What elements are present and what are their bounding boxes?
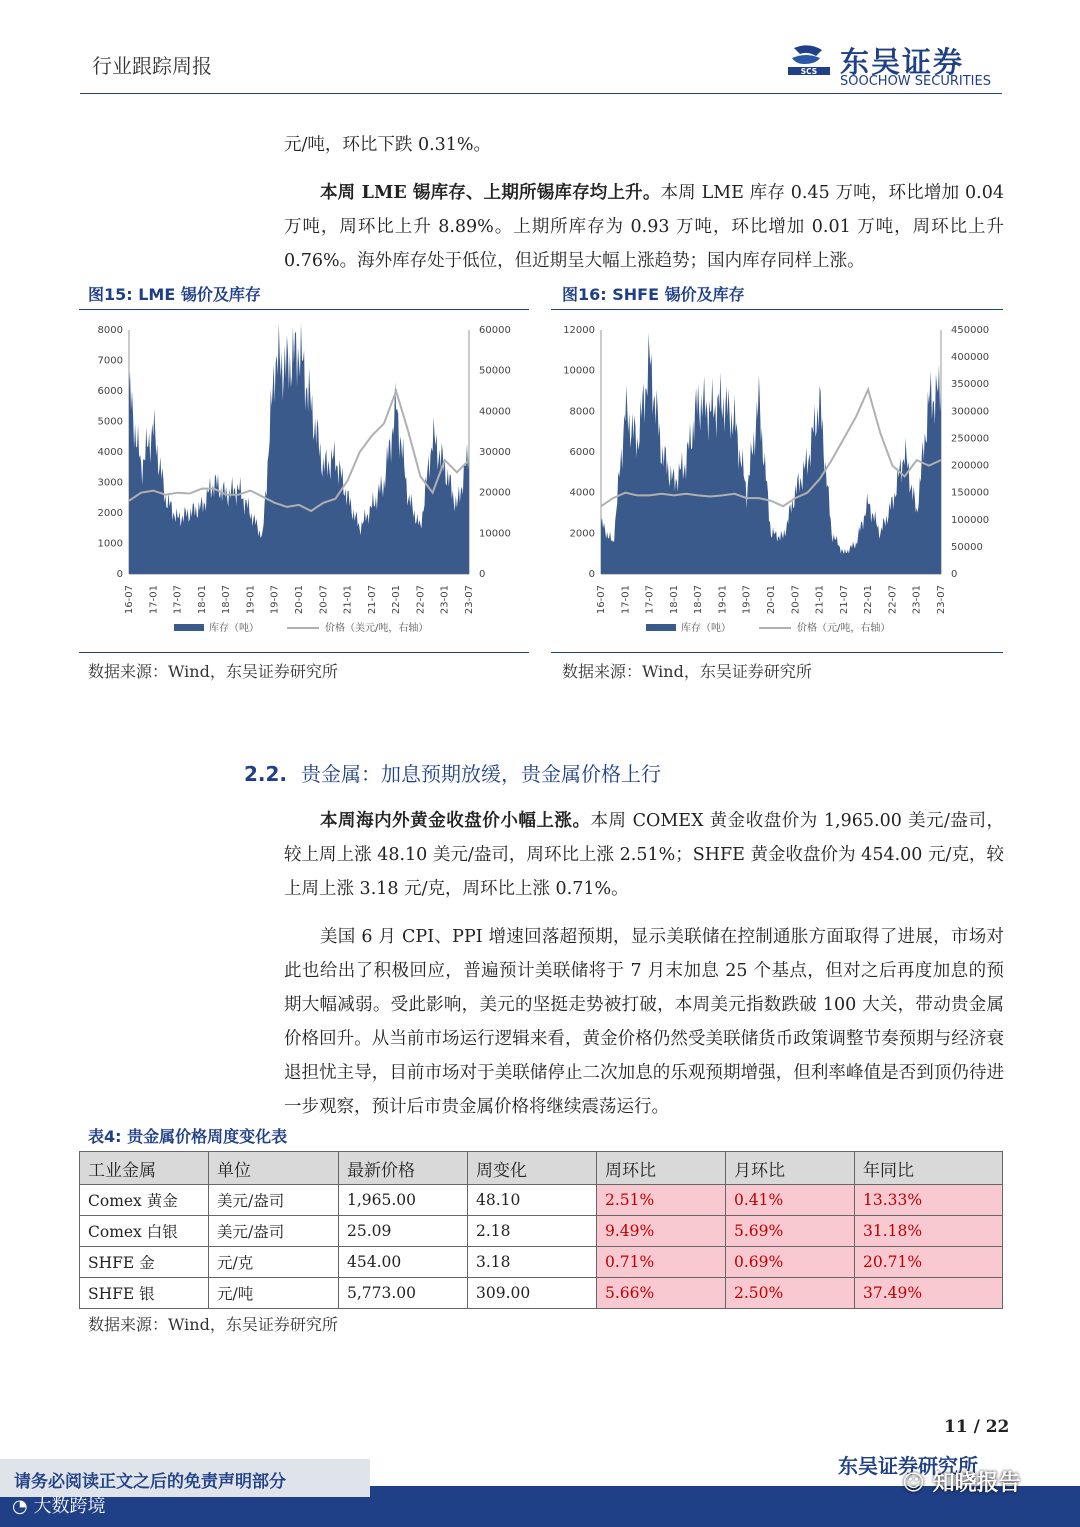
left-axis-tick-label: 1000 bbox=[97, 538, 123, 550]
watermark-right-text: 知晓报告 bbox=[932, 1471, 1021, 1496]
cell-yoy: 37.49% bbox=[855, 1278, 1003, 1309]
cell-price: 25.09 bbox=[339, 1216, 468, 1247]
left-axis-tick-label: 5000 bbox=[97, 416, 123, 428]
x-axis-tick-label: 23-07 bbox=[936, 585, 947, 615]
table-row bbox=[80, 1278, 1003, 1309]
left-axis-tick-label: 10000 bbox=[563, 365, 595, 377]
cell-mom: 0.41% bbox=[726, 1185, 855, 1216]
figure-16-caption: 图16: SHFE 锡价及库存 bbox=[562, 285, 745, 304]
cell-wow: 0.71% bbox=[597, 1247, 726, 1278]
cell-wow: 2.51% bbox=[597, 1185, 726, 1216]
cell-unit: 美元/盎司 bbox=[209, 1216, 339, 1247]
cell-unit: 元/吨 bbox=[209, 1278, 339, 1309]
section-number: 2.2. bbox=[244, 762, 288, 786]
cell-unit: 元/克 bbox=[209, 1247, 339, 1278]
watermark-right bbox=[902, 1466, 1021, 1497]
cell-yoy: 31.18% bbox=[855, 1216, 1003, 1247]
x-axis-tick-label: 21-01 bbox=[342, 585, 354, 615]
section-heading bbox=[244, 758, 661, 787]
table-header-row bbox=[80, 1152, 1003, 1185]
x-axis-tick-label: 18-01 bbox=[196, 585, 208, 615]
col-header: 单位 bbox=[209, 1152, 339, 1185]
right-axis-tick-label: 20000 bbox=[479, 487, 511, 499]
right-axis-tick-label: 350000 bbox=[951, 379, 990, 391]
right-axis-tick-label: 400000 bbox=[951, 352, 990, 364]
x-axis-tick-label: 19-01 bbox=[245, 585, 257, 615]
cell-metal: SHFE 金 bbox=[80, 1247, 209, 1278]
report-type-title: 行业跟踪周报 bbox=[92, 54, 212, 78]
cell-price: 1,965.00 bbox=[339, 1185, 468, 1216]
cell-weekly-change: 3.18 bbox=[468, 1247, 597, 1278]
legend-inventory-swatch bbox=[646, 624, 676, 631]
col-header: 年同比 bbox=[855, 1152, 1003, 1185]
cell-weekly-change: 309.00 bbox=[468, 1278, 597, 1309]
cell-wow: 5.66% bbox=[597, 1278, 726, 1309]
paragraph-fed-outlook bbox=[284, 920, 1004, 1124]
x-axis-tick-label: 19-01 bbox=[717, 585, 729, 615]
x-axis-tick-label: 21-07 bbox=[838, 585, 850, 615]
x-axis-tick-label: 22-07 bbox=[887, 585, 899, 615]
x-axis-tick-label: 18-07 bbox=[221, 585, 233, 615]
scs-logo-icon bbox=[786, 42, 832, 86]
x-axis-tick-label: 17-01 bbox=[620, 585, 632, 615]
left-axis-tick-label: 4000 bbox=[569, 487, 595, 499]
legend-inventory-swatch bbox=[174, 624, 204, 631]
legend-price-label: 价格（美元/吨，右轴） bbox=[325, 623, 429, 634]
cell-metal: SHFE 银 bbox=[80, 1278, 209, 1309]
x-axis-tick-label: 22-01 bbox=[391, 585, 403, 615]
left-axis-tick-label: 0 bbox=[116, 569, 123, 580]
x-axis-tick-label: 23-01 bbox=[439, 585, 451, 615]
table-row bbox=[80, 1216, 1003, 1247]
x-axis-tick-label: 19-07 bbox=[741, 585, 753, 615]
paragraph-text: 本周 LME 库存 0.45 万吨，环比增加 0.04 万吨，周环比上升 8.89%。上期所库存为 0.93 万吨，环比增加 0.01 万吨，周环比上升 0.76%。海外库存处于低位，但近期呈大幅上涨趋势；国内库存同样上涨。 bbox=[284, 183, 1004, 271]
disclaimer-text: 请务必阅读正文之后的免责声明部分 bbox=[14, 1472, 286, 1492]
right-axis-tick-label: 30000 bbox=[479, 447, 511, 458]
shfe-tin-chart bbox=[551, 310, 1003, 652]
x-axis-tick-label: 22-07 bbox=[415, 585, 427, 615]
x-axis-tick-label: 16-07 bbox=[124, 585, 135, 615]
brand-name-cn: 东吴证券 bbox=[840, 45, 965, 79]
inventory-area-series bbox=[601, 333, 941, 574]
figure-15-caption: 图15: LME 锡价及库存 bbox=[88, 285, 261, 304]
page-number: 11 / 22 bbox=[944, 1417, 1010, 1437]
col-header: 月环比 bbox=[726, 1152, 855, 1185]
x-axis-tick-label: 18-01 bbox=[668, 585, 680, 615]
figure-15-source: 数据来源：Wind，东吴证券研究所 bbox=[88, 662, 338, 681]
left-axis-tick-label: 12000 bbox=[563, 325, 595, 336]
x-axis-tick-label: 20-01 bbox=[766, 585, 777, 615]
cell-wow: 9.49% bbox=[597, 1216, 726, 1247]
cell-yoy: 13.33% bbox=[855, 1185, 1003, 1216]
table-row bbox=[80, 1185, 1003, 1216]
col-header: 最新价格 bbox=[339, 1152, 468, 1185]
precious-metals-table bbox=[79, 1151, 1003, 1309]
left-axis-tick-label: 7000 bbox=[97, 355, 123, 367]
cell-mom: 5.69% bbox=[726, 1216, 855, 1247]
paragraph-text: 本周 COMEX 黄金收盘价为 1,965.00 美元/盎司，较上周上涨 48.10 美元/盎司，周环比上涨 2.51%；SHFE 黄金收盘价为 454.00 元/克，较上周上涨 3.18 元/克，周环比上涨 0.71%。 bbox=[284, 811, 1004, 899]
x-axis-tick-label: 19-07 bbox=[269, 585, 281, 615]
x-axis-tick-label: 17-07 bbox=[644, 585, 656, 615]
right-axis-tick-label: 10000 bbox=[479, 528, 511, 540]
cell-price: 454.00 bbox=[339, 1247, 468, 1278]
right-axis-tick-label: 250000 bbox=[951, 433, 990, 445]
left-axis-tick-label: 6000 bbox=[569, 447, 595, 458]
right-axis-tick-label: 60000 bbox=[479, 325, 511, 336]
col-header: 工业金属 bbox=[80, 1152, 209, 1185]
brand-name-en: SOOCHOW SECURITIES bbox=[840, 74, 991, 89]
cell-metal: Comex 黄金 bbox=[80, 1185, 209, 1216]
cell-mom: 0.69% bbox=[726, 1247, 855, 1278]
table-4-caption: 表4: 贵金属价格周度变化表 bbox=[88, 1127, 288, 1146]
right-axis-tick-label: 50000 bbox=[479, 365, 511, 377]
paragraph-tin-inventory bbox=[284, 176, 1004, 278]
right-axis-tick-label: 300000 bbox=[951, 406, 990, 418]
left-axis-tick-label: 8000 bbox=[569, 406, 595, 418]
section-title: 贵金属：加息预期放缓，贵金属价格上行 bbox=[301, 762, 662, 786]
legend-price-label: 价格（元/吨，右轴） bbox=[797, 623, 891, 634]
wechat-icon: ☺ bbox=[902, 1471, 925, 1496]
figure-16-frame bbox=[551, 309, 1003, 653]
cell-mom: 2.50% bbox=[726, 1278, 855, 1309]
header-divider bbox=[80, 93, 1002, 94]
right-axis-tick-label: 200000 bbox=[951, 460, 990, 472]
brand-abbr: SCS bbox=[800, 67, 818, 76]
cell-yoy: 20.71% bbox=[855, 1247, 1003, 1278]
x-axis-tick-label: 18-07 bbox=[693, 585, 705, 615]
lme-tin-chart bbox=[79, 310, 529, 652]
col-header: 周变化 bbox=[468, 1152, 597, 1185]
left-axis-tick-label: 4000 bbox=[97, 447, 123, 458]
paragraph-tin-price bbox=[284, 128, 1004, 162]
x-axis-tick-label: 16-07 bbox=[596, 585, 607, 615]
figure-16-source: 数据来源：Wind，东吴证券研究所 bbox=[562, 662, 812, 681]
left-axis-tick-label: 3000 bbox=[97, 477, 123, 489]
figure-15-frame bbox=[79, 309, 529, 653]
brand-logo bbox=[786, 40, 1000, 90]
right-axis-tick-label: 150000 bbox=[951, 487, 990, 499]
cell-unit: 美元/盎司 bbox=[209, 1185, 339, 1216]
watermark-left bbox=[12, 1492, 105, 1518]
paragraph-text: 美国 6 月 CPI、PPI 增速回落超预期，显示美联储在控制通胀方面取得了进展，市场对此也给出了积极回应，普遍预计美联储将于 7 月末加息 25 个基点，但对之后再度加息的预期大幅减弱。受此影响，美元的坚挺走势被打破，本周美元指数跌破 100 大关，带动贵金属价格回升。从当前市场运行逻辑来看，黄金价格仍然受美联储货币政策调整节奏预期与经济衰退担忧主导，目前市场对于美联储停止二次加息的乐观预期增强，但利率峰值是否到顶仍待进一步观察，预计后市贵金属价格将继续震荡运行。 bbox=[284, 927, 1004, 1117]
col-header: 周环比 bbox=[597, 1152, 726, 1185]
paragraph-gold-price bbox=[284, 804, 1004, 906]
cell-weekly-change: 2.18 bbox=[468, 1216, 597, 1247]
left-axis-tick-label: 8000 bbox=[97, 325, 123, 336]
right-axis-tick-label: 0 bbox=[951, 569, 958, 580]
inventory-area-series bbox=[129, 322, 469, 574]
lead-sentence: 本周 LME 锡库存、上期所锡库存均上升。 bbox=[320, 183, 661, 203]
left-axis-tick-label: 2000 bbox=[569, 528, 595, 540]
right-axis-tick-label: 0 bbox=[479, 569, 486, 580]
x-axis-tick-label: 23-01 bbox=[911, 585, 923, 615]
right-axis-tick-label: 40000 bbox=[479, 406, 511, 418]
watermark-logo-icon: ◔ bbox=[12, 1496, 28, 1517]
cell-metal: Comex 白银 bbox=[80, 1216, 209, 1247]
x-axis-tick-label: 23-07 bbox=[464, 585, 475, 615]
table-4-source: 数据来源：Wind，东吴证券研究所 bbox=[88, 1315, 338, 1334]
right-axis-tick-label: 450000 bbox=[951, 325, 990, 336]
footer-org: 东吴证券研究所 bbox=[838, 1454, 978, 1478]
paragraph-text: 元/吨，环比下跌 0.31%。 bbox=[284, 135, 492, 155]
right-axis-tick-label: 100000 bbox=[951, 514, 990, 526]
x-axis-tick-label: 17-07 bbox=[172, 585, 184, 615]
cell-price: 5,773.00 bbox=[339, 1278, 468, 1309]
x-axis-tick-label: 17-01 bbox=[148, 585, 160, 615]
right-axis-tick-label: 50000 bbox=[951, 541, 983, 553]
left-axis-tick-label: 2000 bbox=[97, 508, 123, 519]
legend-inventory-label: 库存（吨） bbox=[681, 623, 731, 634]
x-axis-tick-label: 22-01 bbox=[863, 585, 875, 615]
left-axis-tick-label: 6000 bbox=[97, 386, 123, 397]
watermark-left-text: 大数跨境 bbox=[33, 1496, 106, 1517]
lead-sentence: 本周海内外黄金收盘价小幅上涨。 bbox=[320, 811, 591, 831]
x-axis-tick-label: 20-07 bbox=[318, 585, 330, 615]
cell-weekly-change: 48.10 bbox=[468, 1185, 597, 1216]
x-axis-tick-label: 21-07 bbox=[366, 585, 378, 615]
legend-inventory-label: 库存（吨） bbox=[209, 623, 259, 634]
x-axis-tick-label: 20-01 bbox=[294, 585, 305, 615]
x-axis-tick-label: 21-01 bbox=[814, 585, 826, 615]
table-row bbox=[80, 1247, 1003, 1278]
left-axis-tick-label: 0 bbox=[588, 569, 595, 580]
x-axis-tick-label: 20-07 bbox=[790, 585, 802, 615]
